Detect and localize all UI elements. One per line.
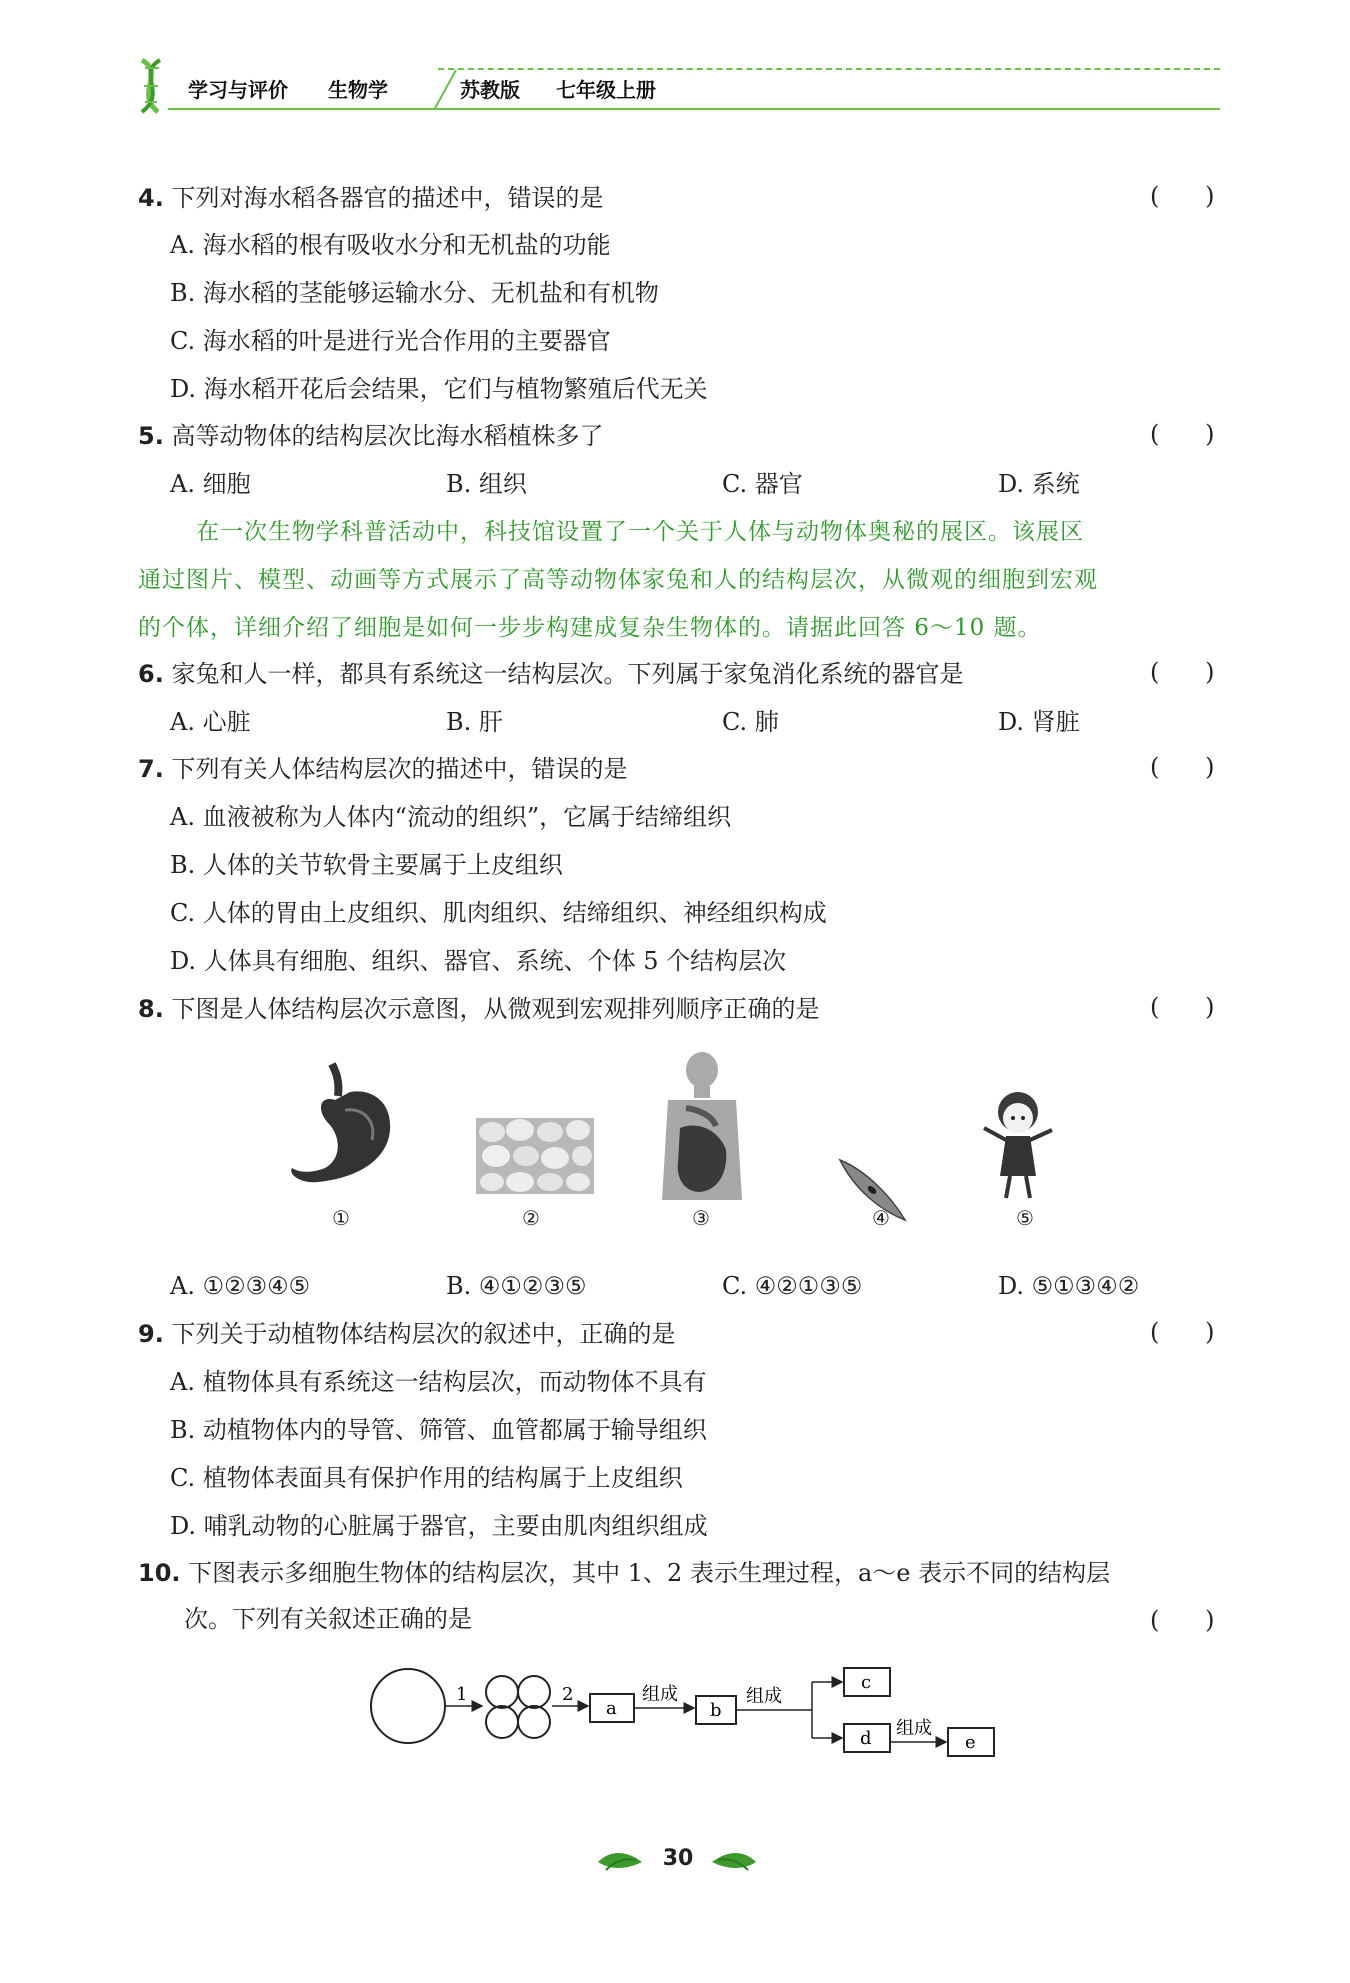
question-7 [138, 753, 627, 785]
q6-option-a: A. 心脏 [170, 708, 251, 736]
question-number: 10. [138, 1559, 181, 1587]
question-5 [138, 420, 603, 452]
q7-option-b: B. 人体的关节软骨主要属于上皮组织 [170, 851, 563, 879]
intro-line-3: 的个体，详细介绍了细胞是如何一步步构建成复杂生物体的。请据此回答 6～10 题。 [138, 615, 1042, 641]
q6-option-b: B. 肝 [446, 708, 503, 736]
question-stem: 下列对海水稻各器官的描述中，错误的是 [171, 184, 604, 212]
header-dotted-rule [438, 68, 1220, 70]
q8-option-c: C. ④②①③⑤ [722, 1272, 863, 1300]
q9-option-d: D. 哺乳动物的心脏属于器官，主要由肌肉组织组成 [170, 1512, 708, 1540]
grade-label: 七年级上册 [556, 78, 656, 102]
compose-label-2: 组成 [746, 1686, 782, 1707]
process-2-label: 2 [562, 1684, 574, 1705]
left-leaf-icon [596, 1846, 646, 1874]
q8-figure [280, 1050, 1100, 1250]
question-9 [138, 1318, 675, 1350]
question-stem: 下列有关人体结构层次的描述中，错误的是 [171, 755, 628, 783]
compose-label-1: 组成 [642, 1684, 678, 1705]
q9-option-a: A. 植物体具有系统这一结构层次，而动物体不具有 [170, 1368, 707, 1396]
figure-label-1: ① [332, 1206, 350, 1230]
question-stem-line-2: 次。下列有关叙述正确的是 [184, 1605, 472, 1633]
question-stem-line-1: 下图表示多细胞生物体的结构层次，其中 1、2 表示生理过程，a～e 表示不同的结构层 [188, 1559, 1111, 1587]
question-10-continued [184, 1603, 472, 1635]
human-torso-image [662, 1052, 742, 1200]
child-image [984, 1092, 1052, 1198]
q5-option-b: B. 组织 [446, 470, 527, 498]
dna-logo-icon [128, 56, 176, 116]
question-stem: 下列关于动植物体结构层次的叙述中，正确的是 [171, 1320, 676, 1348]
answer-blank-5[interactable]: ( ) [1150, 420, 1215, 448]
q5-option-a: A. 细胞 [170, 470, 251, 498]
divided-cells [486, 1676, 550, 1738]
label-b: b [710, 1700, 722, 1721]
question-10 [138, 1557, 1110, 1589]
figure-label-5: ⑤ [1016, 1206, 1034, 1230]
label-e: e [965, 1732, 976, 1753]
q4-option-c: C. 海水稻的叶是进行光合作用的主要器官 [170, 327, 611, 355]
q7-option-c: C. 人体的胃由上皮组织、肌肉组织、结缔组织、神经组织构成 [170, 899, 827, 927]
compose-label-3: 组成 [896, 1718, 932, 1739]
q5-option-d: D. 系统 [998, 470, 1080, 498]
question-6 [138, 658, 963, 690]
q9-option-c: C. 植物体表面具有保护作用的结构属于上皮组织 [170, 1464, 683, 1492]
q8-option-d: D. ⑤①③④② [998, 1272, 1140, 1300]
question-stem: 家兔和人一样，都具有系统这一结构层次。下列属于家兔消化系统的器官是 [171, 660, 964, 688]
q4-option-a: A. 海水稻的根有吸收水分和无机盐的功能 [170, 231, 611, 259]
answer-blank-9[interactable]: ( ) [1150, 1318, 1215, 1346]
q4-option-d: D. 海水稻开花后会结果，它们与植物繁殖后代无关 [170, 375, 708, 403]
q7-option-d: D. 人体具有细胞、组织、器官、系统、个体 5 个结构层次 [170, 947, 787, 975]
page-header [128, 56, 1220, 112]
reading-intro [138, 508, 1230, 652]
q4-option-b: B. 海水稻的茎能够运输水分、无机盐和有机物 [170, 279, 659, 307]
right-leaf-icon [708, 1846, 758, 1874]
subject-title: 生物学 [328, 78, 388, 102]
label-d: d [860, 1728, 872, 1749]
question-number: 6. [138, 660, 164, 688]
q9-option-b: B. 动植物体内的导管、筛管、血管都属于输导组织 [170, 1416, 707, 1444]
intro-line-1: 在一次生物学科普活动中，科技馆设置了一个关于人体与动物体奥秘的展区。该展区 [196, 519, 1084, 545]
question-number: 7. [138, 755, 164, 783]
answer-blank-8[interactable]: ( ) [1150, 993, 1215, 1021]
question-number: 9. [138, 1320, 164, 1348]
label-a: a [606, 1698, 617, 1719]
process-1-label: 1 [456, 1684, 468, 1705]
figure-label-4: ④ [872, 1206, 890, 1230]
q8-option-a: A. ①②③④⑤ [170, 1272, 311, 1300]
question-number: 8. [138, 995, 164, 1023]
q7-option-a: A. 血液被称为人体内“流动的组织”，它属于结缔组织 [170, 803, 732, 831]
tissue-image [476, 1118, 594, 1194]
edition-label: 苏教版 [460, 78, 520, 102]
single-cell [371, 1669, 445, 1743]
question-stem: 下图是人体结构层次示意图，从微观到宏观排列顺序正确的是 [171, 995, 820, 1023]
q6-option-c: C. 肺 [722, 708, 779, 736]
answer-blank-10[interactable]: ( ) [1150, 1606, 1215, 1634]
q8-option-b: B. ④①②③⑤ [446, 1272, 587, 1300]
figure-label-3: ③ [692, 1206, 710, 1230]
answer-blank-6[interactable]: ( ) [1150, 658, 1215, 686]
q5-option-c: C. 器官 [722, 470, 803, 498]
question-number: 4. [138, 184, 164, 212]
series-title: 学习与评价 [188, 78, 288, 102]
question-8 [138, 993, 819, 1025]
q10-diagram [368, 1660, 1008, 1760]
label-c: c [861, 1672, 872, 1693]
header-slash [430, 66, 460, 112]
q6-option-d: D. 肾脏 [998, 708, 1080, 736]
question-number: 5. [138, 422, 164, 450]
question-stem: 高等动物体的结构层次比海水稻植株多了 [171, 422, 604, 450]
answer-blank-7[interactable]: ( ) [1150, 753, 1215, 781]
answer-blank-4[interactable]: ( ) [1150, 182, 1215, 210]
header-rule [168, 108, 1220, 110]
page-number: 30 [662, 1846, 694, 1871]
question-4 [138, 182, 603, 214]
stomach-image [291, 1064, 390, 1182]
intro-line-2: 通过图片、模型、动画等方式展示了高等动物体家兔和人的结构层次，从微观的细胞到宏观 [138, 567, 1098, 593]
figure-label-2: ② [522, 1206, 540, 1230]
